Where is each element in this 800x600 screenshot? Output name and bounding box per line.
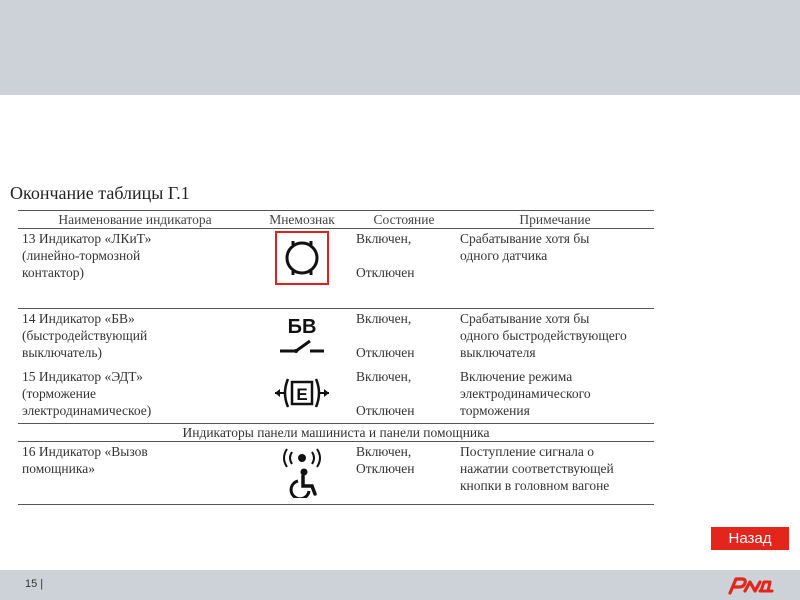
row-note-line: Срабатывание хотя бы (460, 231, 590, 246)
row-name-line: 16 Индикатор «Вызов (22, 444, 148, 459)
row-note-line: одного датчика (460, 248, 548, 263)
state-off: Отключен (356, 461, 415, 476)
state-on: Включен, (356, 369, 412, 384)
row-note-line: электродинамического (460, 386, 591, 401)
state-on: Включен, (356, 311, 412, 326)
assistant-call-icon (274, 444, 330, 498)
footer-band (0, 570, 800, 600)
table-header-row (18, 211, 654, 229)
row-note-line: торможения (460, 403, 530, 418)
row-note-line: Срабатывание хотя бы (460, 311, 590, 326)
row-name-line: электродинамическое) (22, 403, 152, 418)
back-button[interactable]: Назад (711, 527, 789, 550)
row-name (18, 229, 252, 309)
row-note (456, 442, 654, 505)
row-note (456, 229, 654, 309)
row-name (18, 309, 252, 368)
row-note (456, 367, 654, 424)
row-symbol (252, 229, 352, 309)
bv-indicator-icon (272, 311, 332, 361)
state-on: Включен, (356, 444, 412, 459)
indicator-table (18, 210, 654, 505)
row-state (352, 309, 456, 368)
row-note-line: Включение режима (460, 369, 573, 384)
row-name-line: (быстродействующий (22, 328, 148, 343)
rzd-logo-icon (726, 573, 774, 597)
table-row (18, 442, 654, 505)
row-name-line: (линейно-тормозной (22, 248, 141, 263)
header-state: Состояние (352, 211, 456, 229)
section-heading-row (18, 424, 654, 442)
state-on: Включен, (356, 231, 412, 246)
table-caption: Окончание таблицы Г.1 (10, 183, 190, 203)
row-note-line: кнопки в головном вагоне (460, 478, 610, 493)
row-name-line: помощника» (22, 461, 95, 476)
header-note: Примечание (456, 211, 654, 229)
row-note-line: выключателя (460, 345, 536, 360)
row-name (18, 442, 252, 505)
lkit-indicator-icon (275, 231, 329, 285)
header-name: Наименование индикатора (18, 211, 252, 229)
row-symbol (252, 442, 352, 505)
table-row (18, 309, 654, 368)
row-name-line: выключатель) (22, 345, 103, 360)
row-symbol (252, 309, 352, 368)
bv-indicator-label: БВ (287, 316, 317, 338)
row-state (352, 367, 456, 424)
row-name-line: 15 Индикатор «ЭДТ» (22, 369, 143, 384)
row-name-line: контактор) (22, 265, 85, 280)
row-state (352, 229, 456, 309)
row-symbol (252, 367, 352, 424)
state-off: Отключен (356, 345, 415, 360)
edt-indicator-label: E (296, 385, 308, 404)
page-number: 15 | (25, 578, 44, 590)
row-name-line: 13 Индикатор «ЛКиТ» (22, 231, 152, 246)
state-off: Отключен (356, 265, 415, 280)
header-symbol: Мнемознак (252, 211, 352, 229)
row-note (456, 309, 654, 368)
row-state (352, 442, 456, 505)
row-name-line: 14 Индикатор «БВ» (22, 311, 135, 326)
row-name (18, 367, 252, 424)
row-note-line: нажатии соответствующей (460, 461, 614, 476)
section-heading: Индикаторы панели машиниста и панели помощника (18, 424, 654, 442)
table-row (18, 367, 654, 424)
row-name-line: (торможение (22, 386, 97, 401)
row-note-line: Поступление сигнала о (460, 444, 595, 459)
header-band (0, 0, 800, 95)
edt-indicator-icon (272, 369, 332, 417)
state-off: Отключен (356, 403, 415, 418)
row-note-line: одного быстродействующего (460, 328, 627, 343)
table-row (18, 229, 654, 309)
